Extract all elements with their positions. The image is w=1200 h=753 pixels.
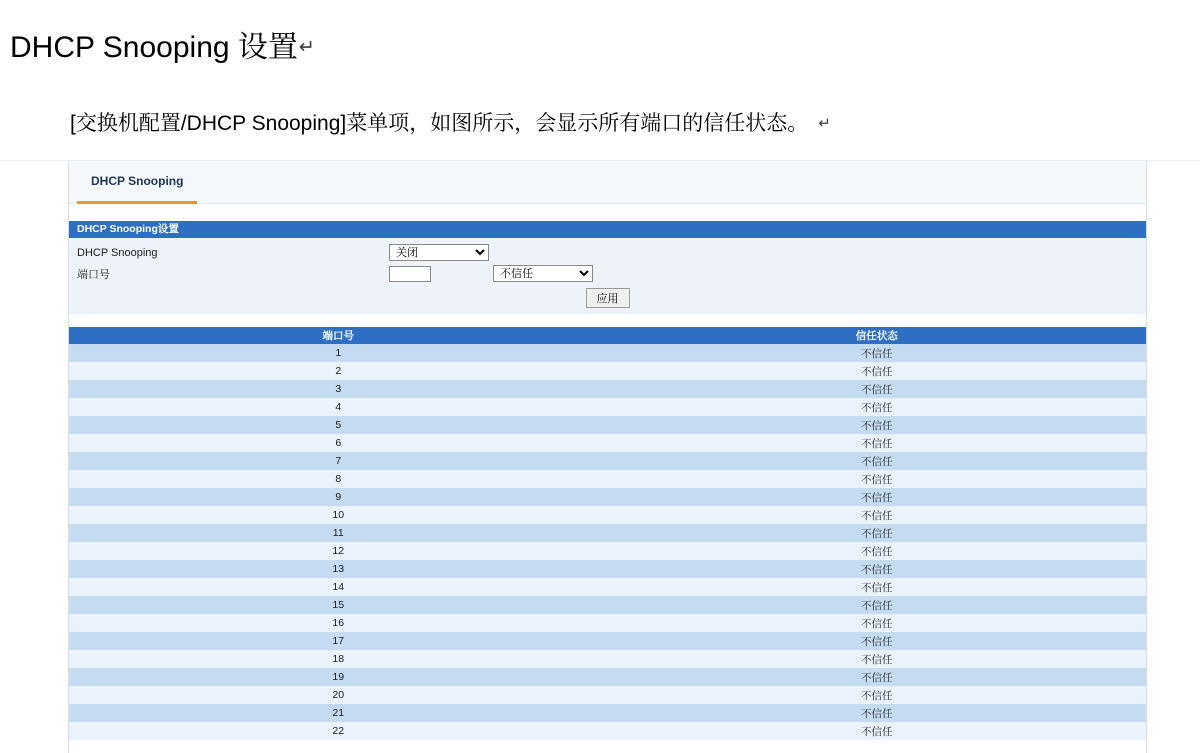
table-row xyxy=(69,524,1146,542)
table-row xyxy=(69,416,1146,434)
spacer-2 xyxy=(69,314,1146,327)
cell-port-number: 8 xyxy=(69,470,608,488)
label-dhcp-snooping: DHCP Snooping xyxy=(77,246,158,259)
cell-trust-state: 不信任 xyxy=(608,452,1147,470)
cell-trust-state: 不信任 xyxy=(608,362,1147,380)
table-row xyxy=(69,704,1146,722)
table-row xyxy=(69,596,1146,614)
cell-port-number: 3 xyxy=(69,380,608,398)
cell-port-number: 22 xyxy=(69,722,608,740)
cell-trust-state: 不信任 xyxy=(608,398,1147,416)
paragraph-mark-icon: ↵ xyxy=(298,37,315,58)
table-row xyxy=(69,362,1146,380)
table-row xyxy=(69,452,1146,470)
cell-port-number: 14 xyxy=(69,578,608,596)
cell-trust-state: 不信任 xyxy=(608,470,1147,488)
cell-trust-state: 不信任 xyxy=(608,668,1147,686)
table-row xyxy=(69,650,1146,668)
table-row xyxy=(69,686,1146,704)
cell-trust-state: 不信任 xyxy=(608,506,1147,524)
table-row xyxy=(69,488,1146,506)
cell-port-number: 17 xyxy=(69,632,608,650)
embedded-screenshot xyxy=(0,160,1200,753)
cell-port-number: 11 xyxy=(69,524,608,542)
table-row xyxy=(69,434,1146,452)
cell-port-number: 12 xyxy=(69,542,608,560)
table-row xyxy=(69,470,1146,488)
column-header-port: 端口号 xyxy=(69,327,608,344)
cell-port-number: 2 xyxy=(69,362,608,380)
cell-trust-state: 不信任 xyxy=(608,578,1147,596)
form-row-port xyxy=(69,263,1146,284)
cell-trust-state: 不信任 xyxy=(608,344,1147,362)
table-header-row xyxy=(69,327,1146,344)
table-row xyxy=(69,506,1146,524)
table-row xyxy=(69,398,1146,416)
control-port-number xyxy=(389,265,593,282)
port-trust-table xyxy=(69,327,1146,740)
cell-port-number: 10 xyxy=(69,506,608,524)
cell-trust-state: 不信任 xyxy=(608,686,1147,704)
column-header-trust-state: 信任状态 xyxy=(608,327,1147,344)
table-row xyxy=(69,722,1146,740)
control-dhcp-snooping xyxy=(389,244,489,261)
cell-trust-state: 不信任 xyxy=(608,632,1147,650)
cell-trust-state: 不信任 xyxy=(608,434,1147,452)
table-body xyxy=(69,344,1146,740)
cell-port-number: 9 xyxy=(69,488,608,506)
trust-state-select[interactable] xyxy=(493,265,593,282)
tab-dhcp-snooping[interactable]: DHCP Snooping xyxy=(77,161,197,204)
cell-trust-state: 不信任 xyxy=(608,488,1147,506)
table-head xyxy=(69,327,1146,344)
cell-trust-state: 不信任 xyxy=(608,650,1147,668)
page-title-text: DHCP Snooping 设置 xyxy=(10,31,298,64)
spacer xyxy=(69,204,1146,221)
cell-trust-state: 不信任 xyxy=(608,542,1147,560)
switch-web-panel xyxy=(68,161,1147,753)
table-row xyxy=(69,560,1146,578)
cell-trust-state: 不信任 xyxy=(608,380,1147,398)
cell-port-number: 16 xyxy=(69,614,608,632)
table-row xyxy=(69,380,1146,398)
settings-form xyxy=(69,238,1146,314)
label-port-number: 端口号 xyxy=(77,268,110,281)
cell-port-number: 15 xyxy=(69,596,608,614)
table-row xyxy=(69,578,1146,596)
cell-port-number: 6 xyxy=(69,434,608,452)
cell-port-number: 18 xyxy=(69,650,608,668)
table-row xyxy=(69,614,1146,632)
cell-port-number: 20 xyxy=(69,686,608,704)
panel-header xyxy=(69,161,1146,204)
paragraph-mark-icon-2: ↵ xyxy=(818,115,831,132)
dhcp-snooping-select[interactable] xyxy=(389,244,489,261)
intro-paragraph-text: [交换机配置/DHCP Snooping]菜单项，如图所示，会显示所有端口的信任状态。 xyxy=(70,112,809,135)
cell-port-number: 7 xyxy=(69,452,608,470)
cell-trust-state: 不信任 xyxy=(608,722,1147,740)
cell-trust-state: 不信任 xyxy=(608,560,1147,578)
apply-button[interactable]: 应用 xyxy=(586,288,630,308)
cell-trust-state: 不信任 xyxy=(608,596,1147,614)
cell-trust-state: 不信任 xyxy=(608,524,1147,542)
cell-port-number: 1 xyxy=(69,344,608,362)
cell-port-number: 4 xyxy=(69,398,608,416)
cell-port-number: 21 xyxy=(69,704,608,722)
cell-trust-state: 不信任 xyxy=(608,704,1147,722)
table-row xyxy=(69,542,1146,560)
page-title xyxy=(10,22,315,66)
section-title-bar: DHCP Snooping设置 xyxy=(69,221,1146,238)
table-row xyxy=(69,632,1146,650)
apply-row xyxy=(69,284,1146,308)
intro-paragraph xyxy=(70,107,831,137)
table-row xyxy=(69,668,1146,686)
port-number-input[interactable] xyxy=(389,266,431,282)
cell-trust-state: 不信任 xyxy=(608,614,1147,632)
cell-port-number: 19 xyxy=(69,668,608,686)
form-row-snooping xyxy=(69,242,1146,263)
cell-port-number: 13 xyxy=(69,560,608,578)
table-row xyxy=(69,344,1146,362)
cell-trust-state: 不信任 xyxy=(608,416,1147,434)
cell-port-number: 5 xyxy=(69,416,608,434)
